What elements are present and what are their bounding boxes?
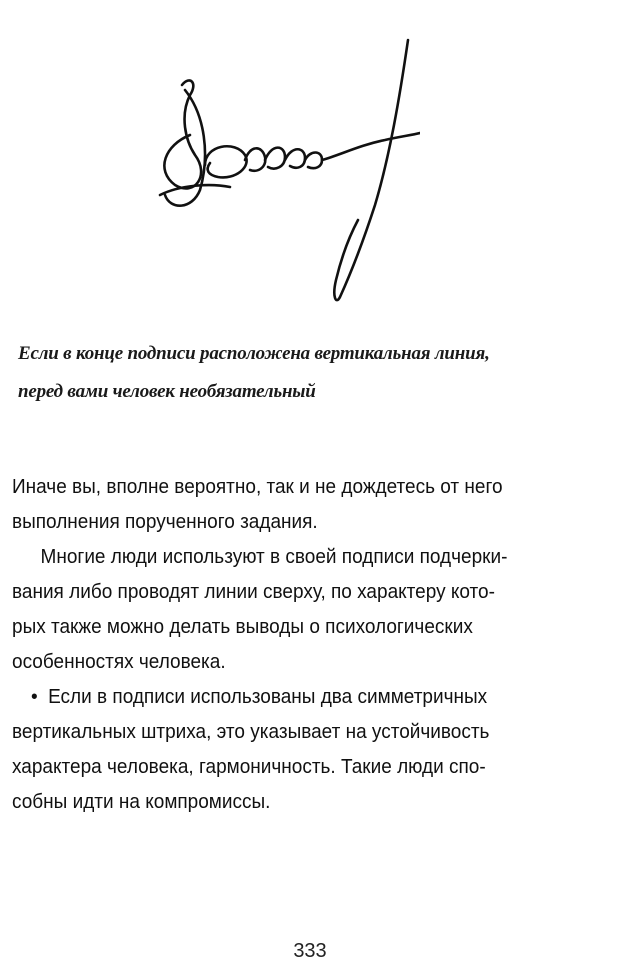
paragraph-2-line-3: рых также можно делать выводы о психологических: [12, 616, 473, 638]
body-text: [12, 470, 578, 820]
paragraph-2-line-1: Многие люди используют в своей подписи подчерки-: [40, 546, 508, 568]
paragraph-2-line-4: особенностях человека.: [12, 651, 226, 673]
paragraph-1-line-1: Иначе вы, вполне вероятно, так и не дождетесь от него: [12, 476, 503, 498]
bullet-icon: •: [31, 686, 38, 708]
figure-caption: [18, 335, 608, 411]
paragraph-3-line-1: [12, 680, 578, 715]
paragraph-1-line-2: выполнения порученного задания.: [12, 511, 318, 533]
caption-line-2: перед вами человек необязательный: [18, 381, 316, 402]
signature-illustration: [150, 35, 420, 310]
paragraph-3-line-1-text: Если в подписи использованы два симметричных: [48, 686, 488, 708]
paragraph-2-line-2: вания либо проводят линии сверху, по характеру кото-: [12, 581, 495, 603]
page-number: 333: [293, 940, 327, 962]
paragraph-3-line-4: собны идти на компромиссы.: [12, 791, 271, 813]
caption-line-1: Если в конце подписи расположена вертикальная линия,: [18, 343, 490, 364]
paragraph-3-line-2: вертикальных штриха, это указывает на устойчивость: [12, 721, 490, 743]
paragraph-3-line-3: характера человека, гармоничность. Такие люди спо-: [12, 756, 486, 778]
